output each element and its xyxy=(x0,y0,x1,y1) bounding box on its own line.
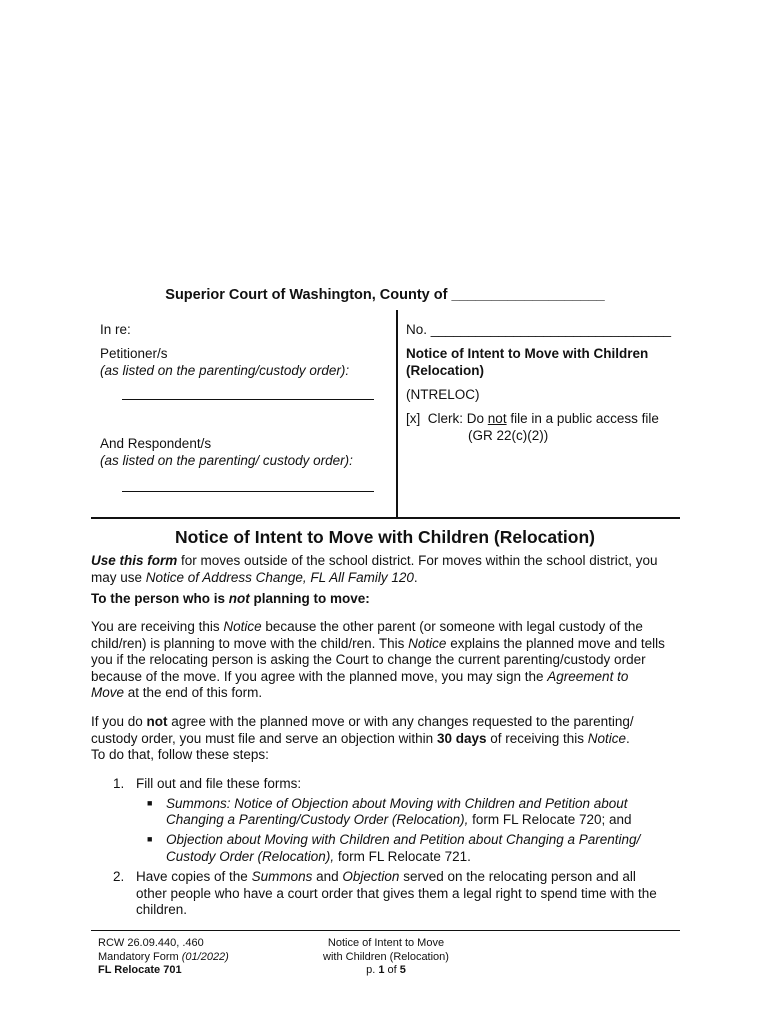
to-person-post: planning to move: xyxy=(249,591,370,606)
respondent-label: And Respondent/s xyxy=(100,436,212,451)
clerk-text-not: not xyxy=(487,411,507,426)
case-number[interactable]: No. ________________________________ xyxy=(406,322,672,337)
form-title-line-1: Notice of Intent to Move with Children xyxy=(406,346,649,361)
clerk-rule: (GR 22(c)(2)) xyxy=(468,428,549,443)
footer-left xyxy=(98,937,229,978)
footer-form-id: FL Relocate 701 xyxy=(98,964,182,976)
paragraph-receiving-notice: You are receiving this Notice because the other parent (or someone with legal custody of the child/ren) is planning to move with the child/ren. This Notice explains the planned move and tells you if the relocating person is asking the Court to change the current parenting/custody order because of the move. If you agree with the planned move, you may sign the Agreement to Move at the end of this form. xyxy=(91,619,665,700)
page-title: Notice of Intent to Move with Children (Relocation) xyxy=(175,527,595,547)
footer-rule xyxy=(91,930,680,931)
step-2-number: 2. xyxy=(113,869,125,884)
square-bullet-icon: ■ xyxy=(147,798,153,808)
clerk-text-pre: Clerk: Do xyxy=(427,411,488,426)
petitioner-note: (as listed on the parenting/custody order): xyxy=(100,363,350,378)
court-heading: Superior Court of Washington, County of ___________________ xyxy=(165,287,605,303)
footer-center xyxy=(286,937,486,978)
to-person-pre: To the person who is xyxy=(91,591,229,606)
intro-form-ref: Notice of Address Change, FL All Family 120 xyxy=(145,569,414,585)
footer-title-1: Notice of Intent to Move xyxy=(327,937,445,949)
step-2-line-3: children. xyxy=(136,902,188,917)
clerk-instruction xyxy=(406,410,659,427)
step-2-line-1: Have copies of the Summons and Objection served on the relocating person and all xyxy=(136,869,636,884)
in-re-label: In re: xyxy=(100,322,131,337)
to-person-not: not xyxy=(228,591,250,606)
clerk-text-post: file in a public access file xyxy=(506,411,659,426)
respondent-name-field[interactable] xyxy=(122,491,374,492)
step-1-number: 1. xyxy=(113,776,125,791)
caption-bottom-rule xyxy=(91,517,680,519)
footer-rcw: RCW 26.09.440, .460 xyxy=(98,937,204,949)
form-code: (NTRELOC) xyxy=(406,387,480,402)
footer-page-number: p. 1 of 5 xyxy=(366,964,406,976)
footer-mandatory: Mandatory Form (01/2022) xyxy=(98,950,229,963)
square-bullet-icon: ■ xyxy=(147,834,153,844)
bullet-1-line-2: Changing a Parenting/Custody Order (Relocation), form FL Relocate 720; and xyxy=(166,812,632,827)
intro-bold-lead: Use this form xyxy=(91,553,178,568)
respondent-note: (as listed on the parenting/ custody order): xyxy=(100,453,353,468)
paragraph-objection: If you do not agree with the planned move or with any changes requested to the parenting/ custody order, you must file and serve an objection within 30 days of receiving this Notice. To do that, follow these steps: xyxy=(91,714,634,762)
bullet-2-line-2: Custody Order (Relocation), form FL Relocate 721. xyxy=(166,849,471,864)
petitioner-label: Petitioner/s xyxy=(100,346,168,361)
clerk-checkbox[interactable]: [x] xyxy=(406,411,421,426)
petitioner-name-field[interactable] xyxy=(122,399,374,400)
case-caption xyxy=(91,310,680,518)
intro-line-1: for moves outside of the school district. For moves within the school district, you xyxy=(177,553,658,568)
intro-paragraph xyxy=(91,553,681,586)
step-1-text: Fill out and file these forms: xyxy=(136,776,302,791)
bullet-1-line-1: Summons: Notice of Objection about Moving with Children and Petition about xyxy=(166,796,628,811)
caption-divider xyxy=(396,310,398,518)
to-person-heading xyxy=(91,591,681,608)
bullet-2-line-1: Objection about Moving with Children and Petition about Changing a Parenting/ xyxy=(166,832,641,847)
footer-title-2: with Children (Relocation) xyxy=(323,950,449,963)
step-2-line-2: other people who have a court order that gives them a legal right to spend time with the xyxy=(136,886,657,901)
form-title-line-2: (Relocation) xyxy=(406,363,485,378)
intro-line-2a: may use xyxy=(91,569,146,585)
intro-line-2b: . xyxy=(413,569,418,585)
